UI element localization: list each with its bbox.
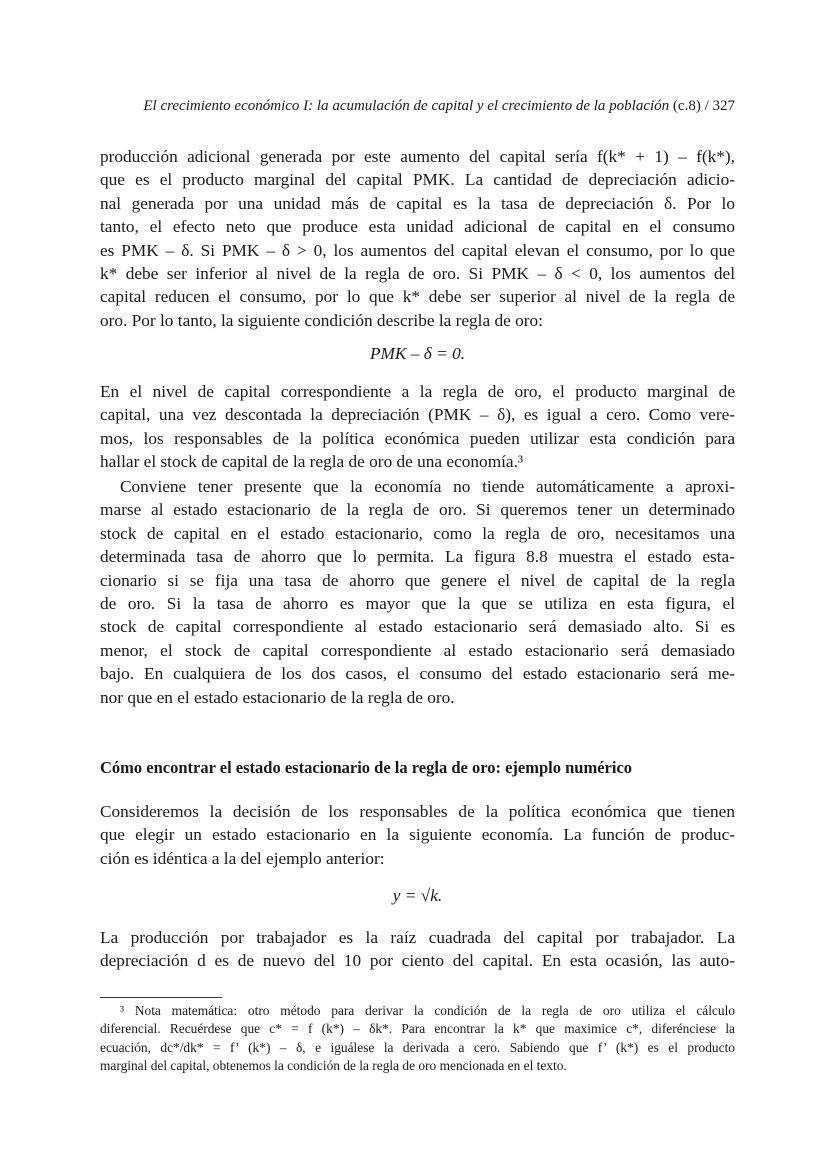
chapter-label: (c.8) [672,98,701,114]
text-line: La producción por trabajador es la raíz cuadrada del capital por trabajador. La [100,928,735,947]
text-line: determinada tasa de ahorro que lo permita. La figura 8.8 muestra el estado esta- [100,547,735,567]
text-line: Consideremos la decisión de los responsables de la política económica que tienen [100,802,735,821]
running-title: El crecimiento económico I: la acumulación de capital y el crecimiento de la población [143,98,670,114]
paragraph-5 [100,926,735,973]
paragraph-2 [100,380,735,474]
text-line: nal generada por una unidad más de capital es la tasa de depreciación δ. Por lo [100,193,735,213]
equation-production-function: y = √k. [392,886,443,905]
text-line: menor, el stock de capital correspondiente al estado estacionario será demasiado [100,640,735,660]
text-line: ³ Nota matemática: otro método para derivar la condición de la regla de oro utiliza el cálculo [120,1003,735,1018]
text-line: stock de capital correspondiente al estado estacionario será demasiado alto. Si es [100,617,735,637]
text-line: mos, los responsables de la política económica pueden utilizar esta condición para [100,428,735,448]
text-line: stock de capital en el estado estacionario, como la regla de oro, necesitamos una [100,523,735,543]
text-line: capital reducen el consumo, por lo que k* debe ser superior al nivel de la regla de [100,287,735,307]
text-line: producción adicional generada por este aumento del capital sería f(k* + 1) – f(k*), [100,147,735,166]
text-line: oro. Por lo tanto, la siguiente condición describe la regla de oro: [100,310,543,330]
text-line: ción es idéntica a la del ejemplo anterior: [100,848,385,868]
text-line: cionario si se fija una tasa de ahorro que genere el nivel de capital de la regla [100,570,735,590]
text-line: diferencial. Recuérdese que c* = f (k*) – δk*. Para encontrar la k* que maximice c*, diferénciese la [100,1021,735,1037]
equation-golden-rule: PMK – δ = 0. [369,344,466,363]
text-line: es PMK – δ. Si PMK – δ > 0, los aumentos del capital elevan el consumo, por lo que [100,240,735,260]
running-header [100,98,735,115]
footnote [100,1002,735,1075]
text-line: Conviene tener presente que la economía no tiende automáticamente a aproxi- [120,477,735,496]
text-line: bajo. En cualquiera de los dos casos, el consumo del estado estacionario será me- [100,664,735,684]
paragraph-3 [100,475,735,709]
page-number: / 327 [704,98,735,114]
text-line: marse al estado estacionario de la regla de oro. Si queremos tener un determinado [100,500,735,520]
text-line: En el nivel de capital correspondiente a la regla de oro, el producto marginal de [100,382,735,401]
text-line: capital, una vez descontada la depreciación (PMK – δ), es igual a cero. Como vere- [100,405,735,425]
footnote-divider [100,997,222,998]
text-line: marginal del capital, obtenemos la condición de la regla de oro mencionada en el texto. [100,1057,567,1073]
text-line: nor que en el estado estacionario de la regla de oro. [100,687,455,707]
text-line: k* debe ser inferior al nivel de la regla de oro. Si PMK – δ < 0, los aumentos del [100,263,735,283]
text-line: que elegir un estado estacionario en la siguiente economía. La función de produc- [100,825,735,845]
text-line: ecuación, dc*/dk* = f’ (k*) – δ, e iguálese la derivada a cero. Sabiendo que f’ (k*) es el producto [100,1039,735,1055]
text-line: depreciación d es de nuevo del 10 por ciento del capital. En esta ocasión, las auto- [100,951,735,971]
text-line: que es el producto marginal del capital PMK. La cantidad de depreciación adicio- [100,170,735,190]
paragraph-1 [100,145,735,332]
paragraph-4 [100,800,735,870]
section-heading: Cómo encontrar el estado estacionario de la regla de oro: ejemplo numérico [100,758,633,777]
text-line: tanto, el efecto neto que produce esta unidad adicional de capital en el consumo [100,217,735,237]
text-line: hallar el stock de capital de la regla de oro de una economía.³ [100,452,524,472]
text-line: de oro. Si la tasa de ahorro es mayor que la que se utiliza en esta figura, el [100,593,735,613]
